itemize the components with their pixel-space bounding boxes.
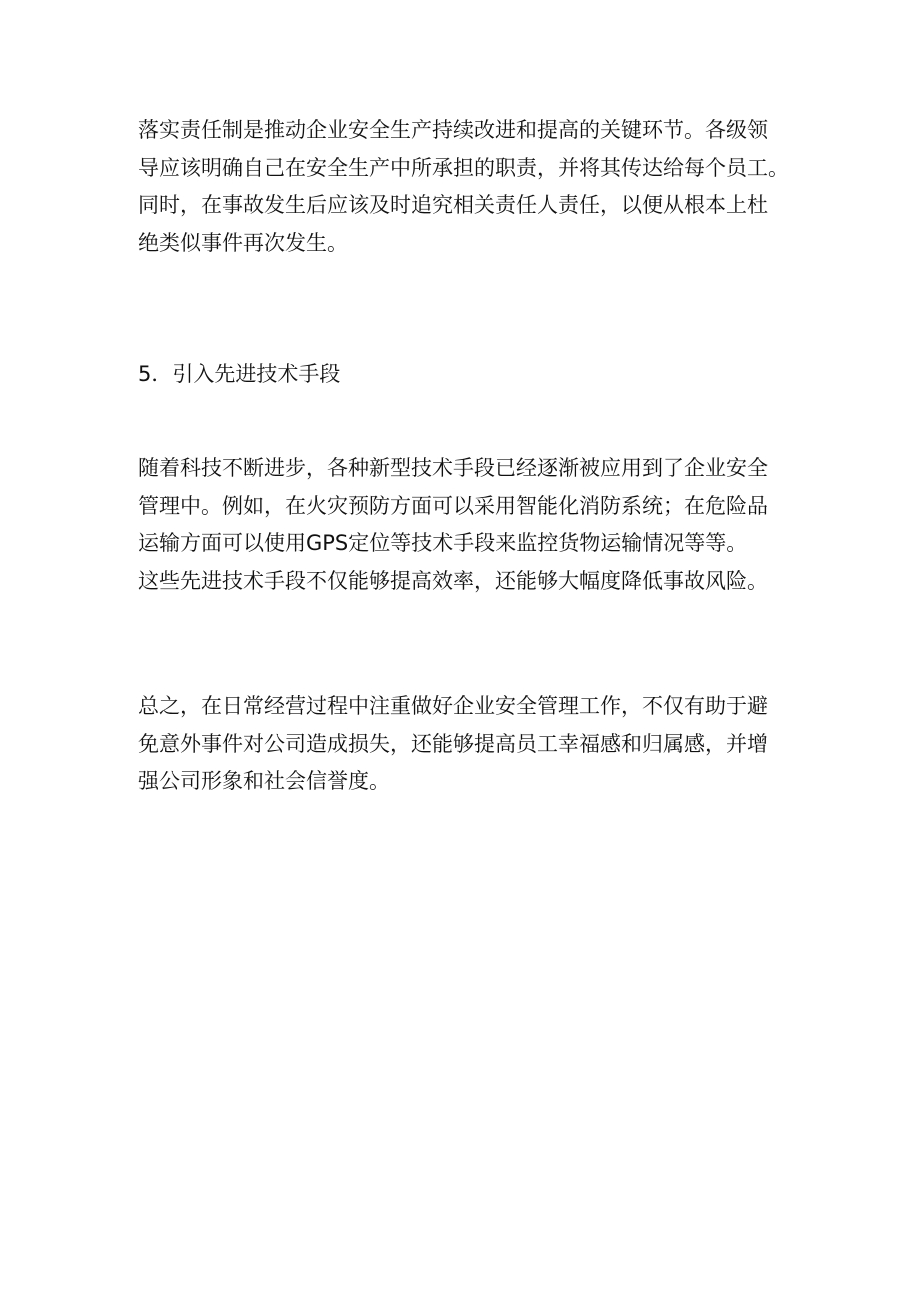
paragraph-technology xyxy=(138,450,808,600)
text-line: 随着科技不断进步，各种新型技术手段已经逐渐被应用到了企业安全 xyxy=(138,456,768,480)
text-line: 免意外事件对公司造成损失，还能够提高员工幸福感和归属感，并增 xyxy=(138,731,768,756)
section-heading xyxy=(138,356,808,394)
text-line: 强公司形象和社会信誉度。 xyxy=(138,769,390,793)
heading-text: 5．引入先进技术手段 xyxy=(138,362,341,386)
text-line: 管理中。例如，在火灾预防方面可以采用智能化消防系统；在危险品 xyxy=(138,493,768,518)
paragraph-conclusion xyxy=(138,688,808,801)
text-line: 运输方面可以使用GPS定位等技术手段来监控货物运输情况等等。 xyxy=(138,531,748,555)
text-line: 总之，在日常经营过程中注重做好企业安全管理工作，不仅有助于避 xyxy=(138,694,768,718)
text-line: 落实责任制是推动企业安全生产持续改进和提高的关键环节。各级领 xyxy=(138,118,768,142)
text-line: 绝类似事件再次发生。 xyxy=(138,230,348,255)
text-line: 导应该明确自己在安全生产中所承担的职责，并将其传达给每个员工。 xyxy=(138,155,789,180)
paragraph-responsibility xyxy=(138,112,808,262)
text-line: 同时，在事故发生后应该及时追究相关责任人责任，以便从根本上杜 xyxy=(138,193,768,217)
text-line: 这些先进技术手段不仅能够提高效率，还能够大幅度降低事故风险。 xyxy=(138,568,768,593)
